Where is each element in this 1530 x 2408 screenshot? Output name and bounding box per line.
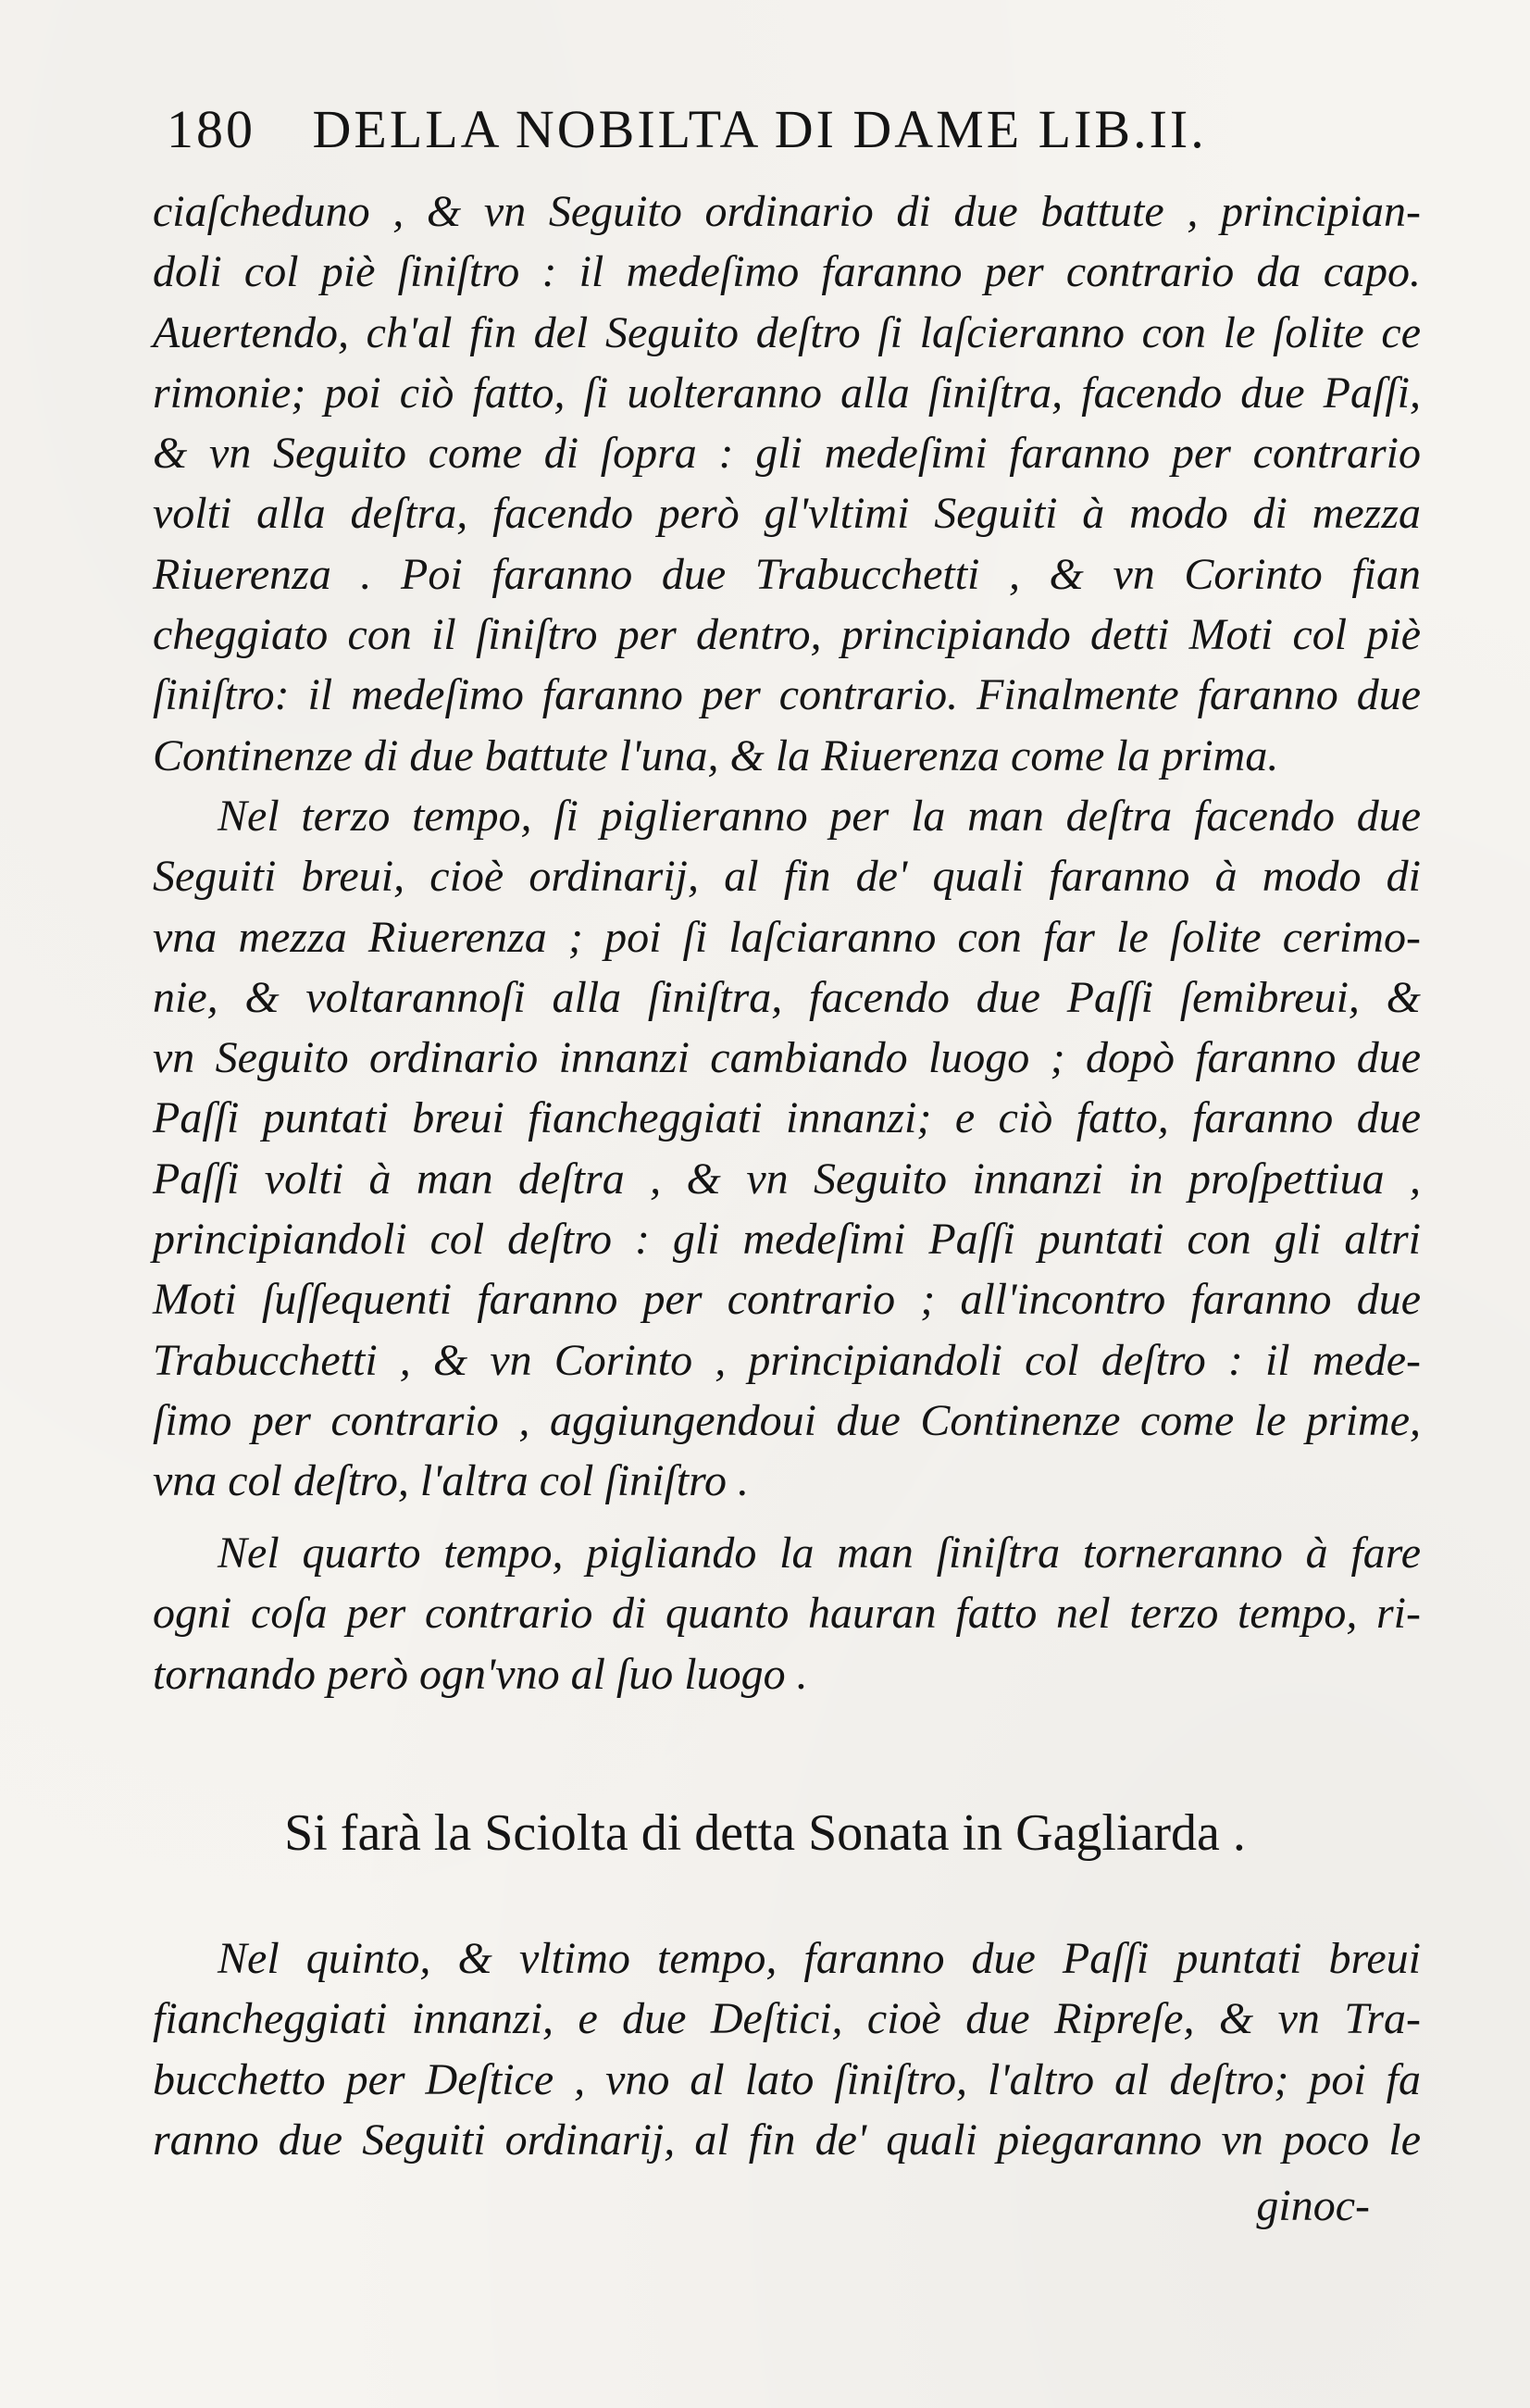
text-line: Riuerenza . Poi faranno due Trabucchetti , & vn Corinto fian [153,549,1421,599]
text-line: Nel terzo tempo, ſi piglieranno per la man deſtra facendo due [218,791,1421,841]
text-line: rimonie; poi ciò fatto, ſi uolteranno alla ſiniſtra, facendo due Paſſi, [153,368,1421,418]
text-line: ranno due Seguiti ordinarij, al fin de' quali piegaranno vn poco le [153,2115,1421,2165]
text-line: cheggiato con il ſiniſtro per dentro, principiando detti Moti col piè [153,610,1421,660]
text-line: Auertendo, ch'al fin del Seguito deſtro ſi laſcieranno con le ſolite ce [153,307,1421,357]
text-line: Continenze di due battute l'una, & la Riuerenza come la prima. [153,730,1279,780]
paragraph-4 [153,1928,1421,2170]
text-line: ciaſcheduno , & vn Seguito ordinario di due battute , principian- [153,187,1421,236]
text-line: Paſſi puntati breui fiancheggiati innanzi; e ciò fatto, faranno due [153,1093,1421,1143]
paragraph-3 [153,1523,1421,1704]
text-line: ſimo per contrario , aggiungendoui due Continenze come le prime, [153,1395,1421,1445]
running-title: DELLA NOBILTA DI DAME LIB.II. [312,99,1207,159]
running-head [167,93,1333,167]
text-line: vna col deſtro, l'altra col ſiniſtro . [153,1456,749,1506]
text-line: & vn Seguito come di ſopra : gli medeſimi faranno per contrario [153,429,1421,479]
text-line: bucchetto per Deſtice , vno al lato ſiniſtro, l'altro al deſtro; poi fa [153,2054,1421,2104]
text-line: principiandoli col deſtro : gli medeſimi Paſſi puntati con gli altri [153,1215,1421,1265]
text-line: ſiniſtro: il medeſimo faranno per contrario. Finalmente faranno due [153,670,1421,720]
text-line: ogni coſa per contrario di quanto hauran fatto nel terzo tempo, ri- [153,1589,1421,1639]
text-line: Moti ſuſſequenti faranno per contrario ; all'incontro faranno due [153,1275,1421,1325]
paragraph-1 [153,181,1421,786]
text-line: vn Seguito ordinario innanzi cambiando luogo ; dopò faranno due [153,1033,1421,1083]
text-line: doli col piè ſiniſtro : il medeſimo faranno per contrario da capo. [153,247,1421,297]
paragraph-2 [153,786,1421,1512]
text-line: volti alla deſtra, facendo però gl'vltimi Seguiti à modo di mezza [153,489,1421,539]
text-line: Paſſi volti à man deſtra , & vn Seguito innanzi in proſpettiua , [153,1154,1421,1204]
section-heading: Si farà la Sciolta di detta Sonata in Gagliarda . [284,1804,1246,1862]
text-line: Nel quarto tempo, pigliando la man ſiniſtra torneranno à fare [218,1528,1421,1578]
page-number: 180 [167,99,255,159]
text-line: fiancheggiati innanzi, e due Deſtici, cioè due Ripreſe, & vn Tra- [153,1994,1421,2044]
text-line: nie, & voltarannoſi alla ſiniſtra, facendo due Paſſi ſemibreui, & [153,972,1421,1022]
text-line: tornando però ogn'vno al ſuo luogo . [153,1649,808,1699]
text-line: Trabucchetti , & vn Corinto , principiandoli col deſtro : il mede- [153,1335,1421,1385]
catchword: ginoc- [1256,2181,1370,2230]
text-line: Seguiti breui, cioè ordinarij, al fin de' quali faranno à modo di [153,852,1421,902]
text-line: Nel quinto, & vltimo tempo, faranno due Paſſi puntati breui [218,1934,1421,1983]
text-line: vna mezza Riuerenza ; poi ſi laſciaranno con far le ſolite cerimo- [153,912,1421,962]
body-text-top [153,181,1421,1512]
